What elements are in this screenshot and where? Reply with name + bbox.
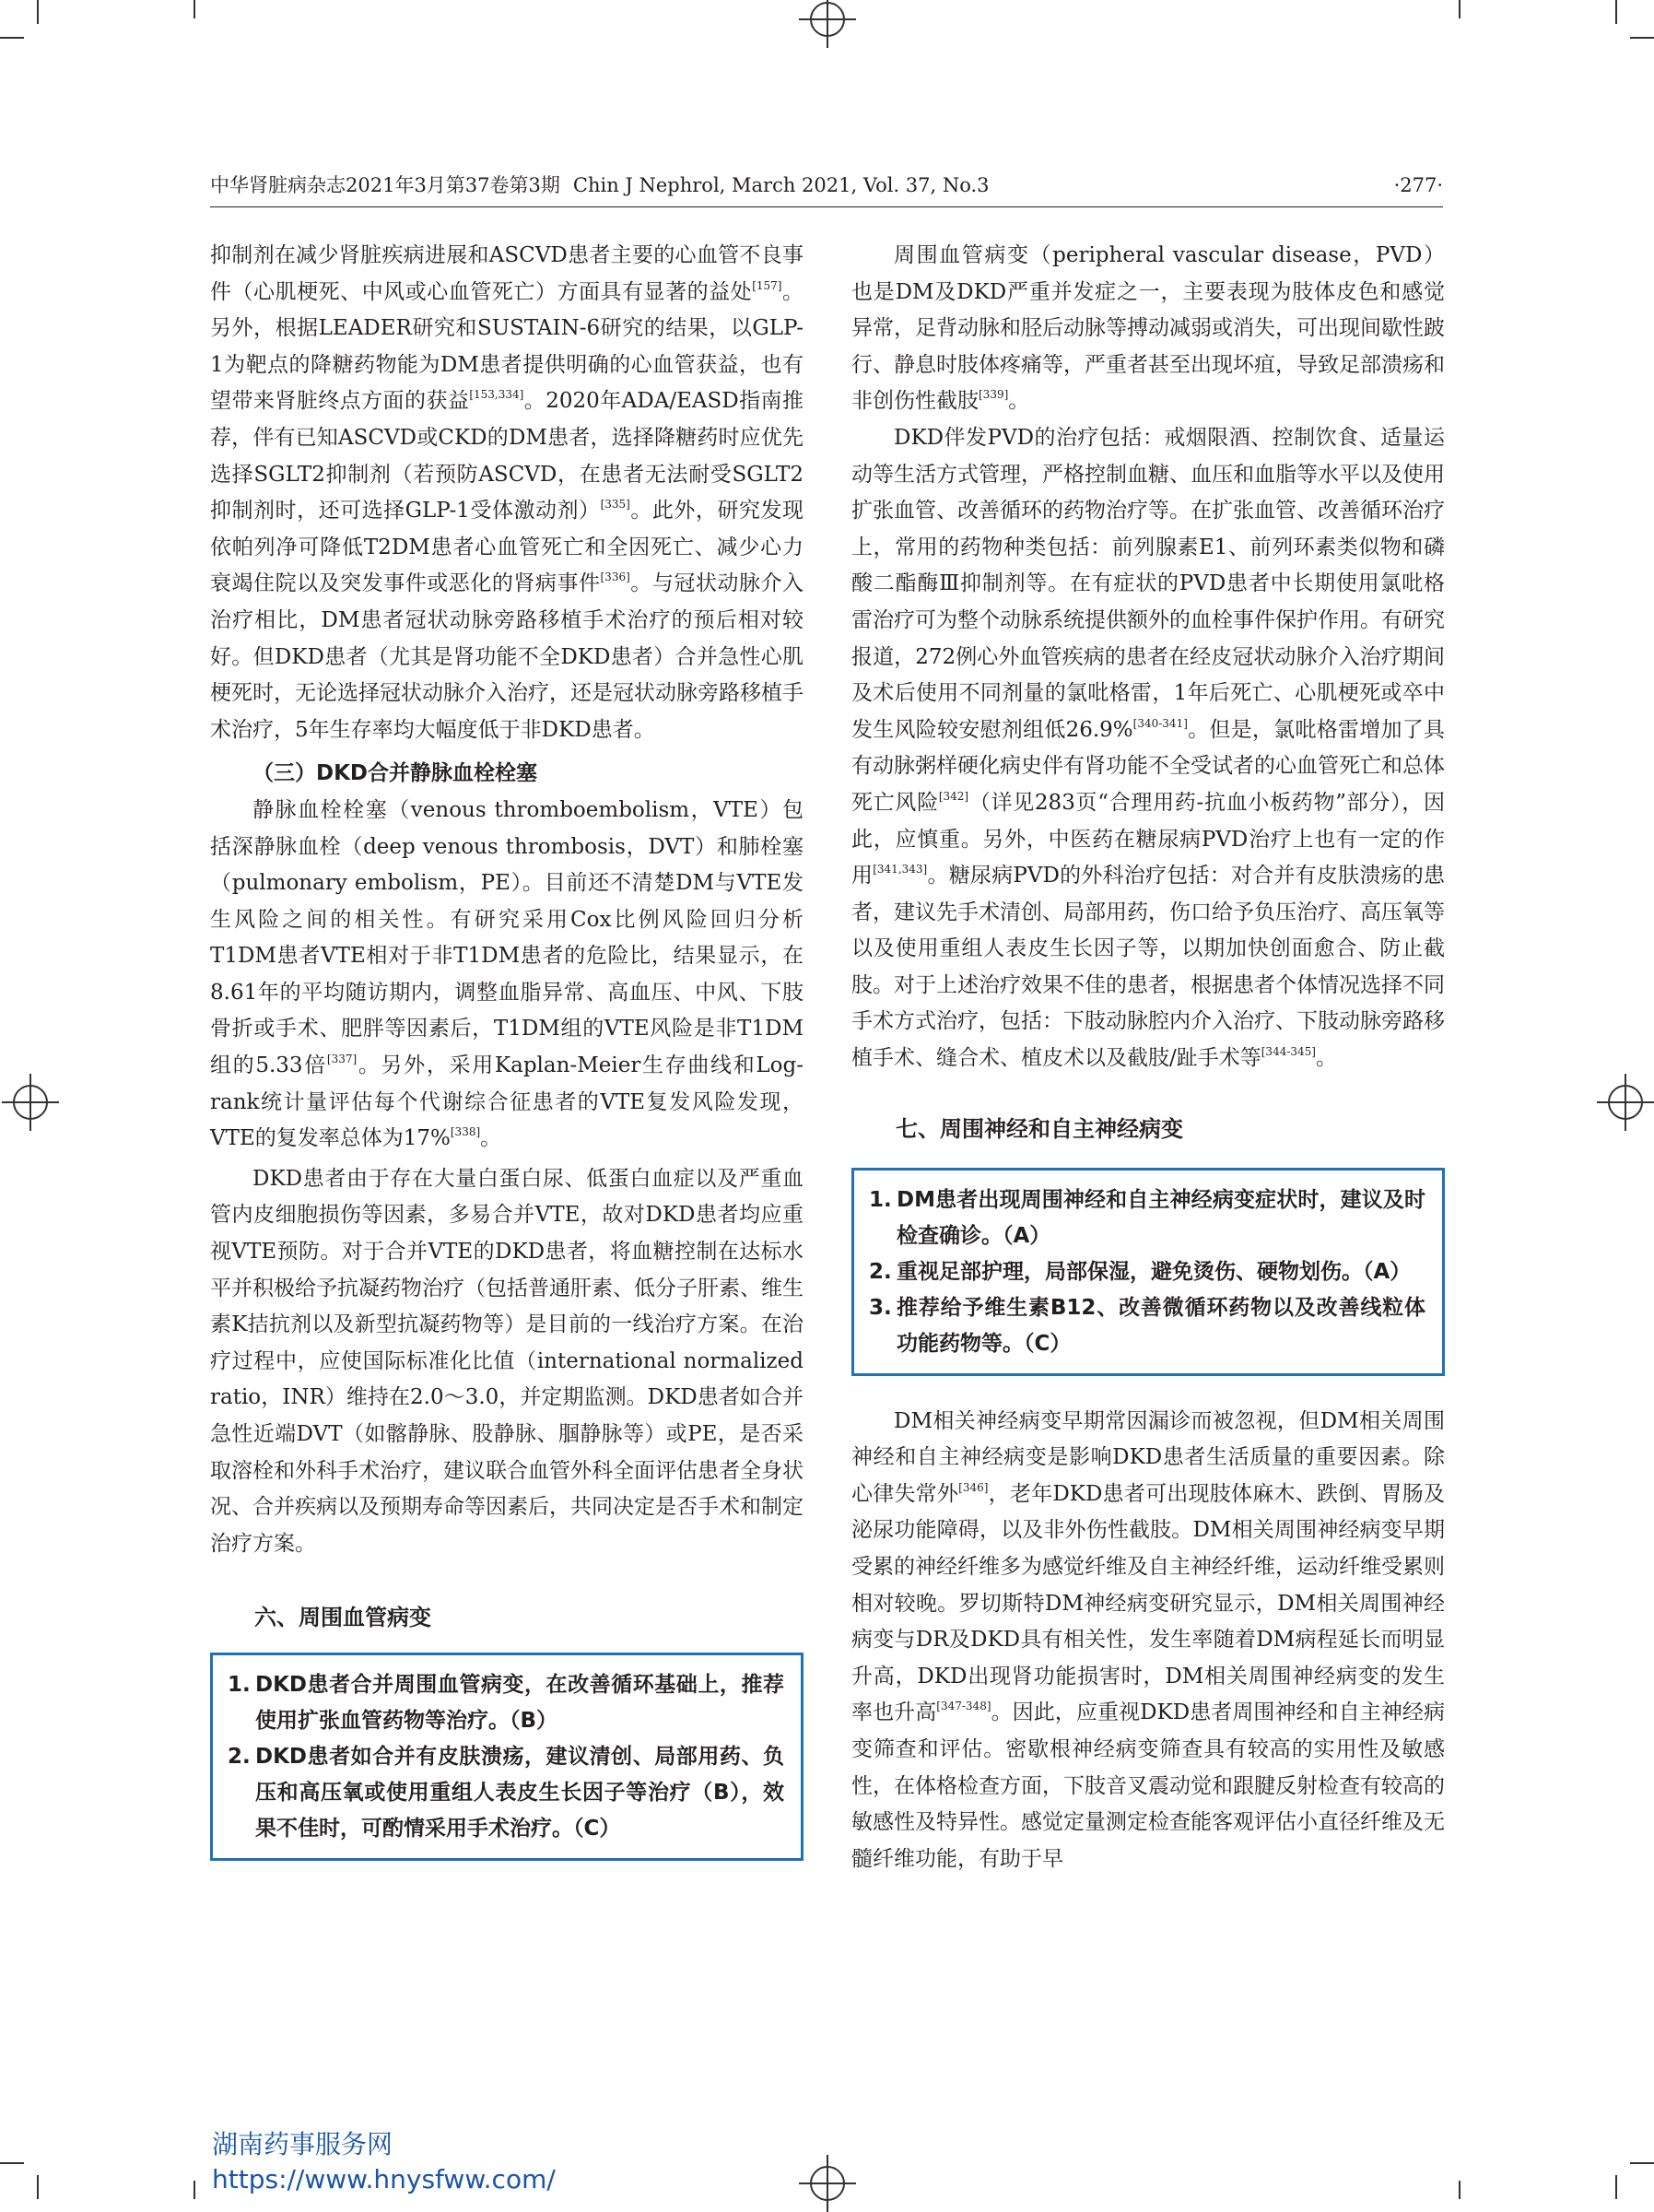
citation-ref: [336]	[600, 571, 630, 584]
crop-mark	[1615, 2175, 1617, 2199]
paragraph: DKD患者由于存在大量白蛋白尿、低蛋白血症以及严重血管内皮细胞损伤等因素，多易合并VTE，故对DKD患者均应重视VTE预防。对于合并VTE的DKD患者，将血糖控制在达标水平并积极给予抗凝药物治疗（包括普通肝素、低分子肝素、维生素K拮抗剂以及新型抗凝药物等）是目前的一线治疗方案。在治疗过程中，应使国际标准化比值（international normalized ratio，INR）维持在2.0～3.0，并定期监测。DKD患者如合并急性近端DVT（如髂静脉、股静脉、腘静脉等）或PE，是否采取溶栓和外科手术治疗，建议联合血管外科全面评估患者全身状况、合并疾病以及预期寿命等因素后，共同决定是否手术和制定治疗方案。	[210, 1166, 804, 1556]
citation-ref: [346]	[958, 1480, 989, 1494]
paragraph: 周围血管病变（peripheral vascular disease，PVD）也是DM及DKD严重并发症之一，主要表现为肢体皮色和感觉异常，足背动脉和胫后动脉等搏动减弱或消失，可出现间歇性跛行、静息时肢体疼痛等，严重者甚至出现坏疽，导致足部溃疡和非创伤性截肢[339]。	[851, 243, 1445, 414]
crop-mark	[0, 2162, 24, 2164]
paragraph: DM相关神经病变早期常因漏诊而被忽视，但DM相关周围神经和自主神经病变是影响DKD患者生活质量的重要因素。除心律失常外[346]，老年DKD患者可出现肢体麻木、跌倒、胃肠及泌尿功能障碍，以及非外伤性截肢。DM相关周围神经病变早期受累的神经纤维多为感觉纤维及自主神经纤维，运动纤维受累则相对较晚。罗切斯特DM神经病变研究显示，DM相关周围神经病变与DR及DKD具有相关性，发生率随着DM病程延长而明显升高，DKD出现肾功能损害时，DM相关周围神经病变的发生率也升高[347-348]。因此，应重视DKD患者周围神经和自主神经病变筛查和评估。密歇根神经病变筛查具有较高的实用性及敏感性，在体格检查方面，下肢音叉震动觉和跟腱反射检查有较高的敏感性及特异性。感觉定量测定检查能客观评估小直径纤维及无髓纤维功能，有助于早	[851, 1408, 1445, 1871]
crop-mark	[37, 2175, 39, 2199]
running-header	[210, 170, 1443, 207]
crop-mark	[194, 2181, 195, 2199]
paragraph: 抑制剂在减少肾脏疾病进展和ASCVD患者主要的心血管不良事件（心肌梗死、中风或心血管死亡）方面具有显著的益处[157]。另外，根据LEADER研究和SUSTAIN-6研究的结果，以GLP-1为靶点的降糖药物能为DM患者提供明确的心血管获益，也有望带来肾脏终点方面的获益[153,334]。2020年ADA/EASD指南推荐，伴有已知ASCVD或CKD的DM患者，选择降糖药时应优先选择SGLT2抑制剂（若预防ASCVD，在患者无法耐受SGLT2抑制剂时，还可选择GLP-1受体激动剂）[335]。此外，研究发现依帕列净可降低T2DM患者心血管死亡和全因死亡、减少心力衰竭住院以及突发事件或恶化的肾病事件[336]。与冠状动脉介入治疗相比，DM患者冠状动脉旁路移植手术治疗的预后相对较好。但DKD患者（尤其是肾功能不全DKD患者）合并急性心肌梗死时，无论选择冠状动脉介入治疗，还是冠状动脉旁路移植手术治疗，5年生存率均大幅度低于非DKD患者。	[210, 243, 804, 742]
citation-ref: [335]	[600, 498, 630, 512]
registration-mark-top	[810, 2, 845, 37]
left-column	[210, 238, 804, 1861]
section-heading-pvd: 六、周围血管病变	[254, 1605, 431, 1631]
recommendation-item: 1. DKD患者合并周围血管病变，在改善循环基础上，推荐使用扩张血管药物等治疗。（B）	[228, 1673, 784, 1734]
crop-mark	[0, 37, 24, 39]
paragraph: DKD伴发PVD的治疗包括：戒烟限酒、控制饮食、适量运动等生活方式管理，严格控制血糖、血压和血脂等水平以及使用扩张血管、改善循环的药物治疗等。在扩张血管、改善循环治疗上，常用的药物种类包括：前列腺素E1、前列环素类似物和磷酸二酯酶Ⅲ抑制剂等。在有症状的PVD患者中长期使用氯吡格雷治疗可为整个动脉系统提供额外的血栓事件保护作用。有研究报道，272例心外血管疾病的患者在经皮冠状动脉介入治疗期间及术后使用不同剂量的氯吡格雷，1年后死亡、心肌梗死或卒中发生风险较安慰剂组低26.9%[340-341]。但是，氯吡格雷增加了具有动脉粥样硬化病史伴有肾功能不全受试者的心血管死亡和总体死亡风险[342]（详见283页“合理用药-抗血小板药物”部分），因此，应慎重。另外，中医药在糖尿病PVD治疗上也有一定的作用[341,343]。糖尿病PVD的外科治疗包括：对合并有皮肤溃疡的患者，建议先手术清创、局部用药，伤口给予负压治疗、高压氧等以及使用重组人表皮生长因子等，以期加快创面愈合、防止截肢。对于上述治疗效果不佳的患者，根据患者个体情况选择不同手术方式治疗，包括：下肢动脉腔内介入治疗、下肢动脉旁路移植手术、缝合术、植皮术以及截肢/趾手术等[344-345]。	[851, 425, 1446, 1071]
recommendation-item: 2. 重视足部护理，局部保湿，避免烫伤、硬物划伤。（A）	[869, 1259, 1412, 1284]
journal-name-cn: 中华肾脏病杂志2021年3月第37卷第3期	[210, 174, 560, 196]
journal-name-en: Chin J Nephrol, March 2021, Vol. 37, No.3	[572, 174, 990, 196]
journal-citation	[210, 170, 990, 201]
citation-ref: [153,334]	[469, 388, 524, 402]
watermark	[212, 2127, 556, 2197]
watermark-site-name: 湖南药事服务网	[212, 2129, 393, 2159]
right-column	[851, 238, 1445, 1877]
citation-ref: [340-341]	[1132, 716, 1188, 730]
citation-ref: [341,343]	[873, 863, 928, 877]
registration-mark-right	[1608, 1085, 1643, 1120]
citation-ref: [339]	[979, 388, 1009, 402]
recommendation-item: 3. 推荐给予维生素B12、改善微循环药物以及改善线粒体功能药物等。（C）	[869, 1295, 1425, 1356]
recommendation-item: 1. DM患者出现周围神经和自主神经病变症状时，建议及时检查确诊。（A）	[869, 1187, 1425, 1248]
recommendation-box-pvd	[210, 1653, 804, 1861]
crop-mark	[194, 0, 195, 18]
citation-ref: [344-345]	[1261, 1045, 1316, 1059]
crop-mark	[1459, 0, 1460, 18]
page-number: ·277·	[1393, 174, 1443, 196]
subsection-heading-vte: （三）DKD合并静脉血栓栓塞	[252, 761, 538, 786]
registration-mark-bottom	[810, 2166, 845, 2201]
recommendation-item: 2. DKD患者如合并有皮肤溃疡，建议清创、局部用药、负压和高压氧或使用重组人表皮生长因子等治疗（B），效果不佳时，可酌情采用手术治疗。（C）	[228, 1745, 784, 1841]
citation-ref: [157]	[752, 278, 782, 292]
citation-ref: [342]	[938, 789, 969, 803]
crop-mark	[37, 0, 39, 24]
crop-mark	[1459, 2181, 1460, 2199]
citation-ref: [338]	[450, 1125, 481, 1139]
watermark-url[interactable]: https://www.hnysfww.com/	[212, 2164, 556, 2194]
citation-ref: [347-348]	[936, 1700, 991, 1713]
crop-mark	[1630, 37, 1654, 39]
recommendation-box-neuropathy	[851, 1168, 1445, 1376]
crop-mark	[1630, 2162, 1654, 2164]
section-heading-neuropathy: 七、周围神经和自主神经病变	[896, 1115, 1183, 1142]
registration-mark-left	[13, 1085, 48, 1120]
crop-mark	[1615, 0, 1617, 24]
citation-ref: [337]	[326, 1053, 358, 1066]
paragraph: 静脉血栓栓塞（venous thromboembolism，VTE）包括深静脉血栓（deep venous thrombosis，DVT）和肺栓塞（pulmonary embolism，PE）。目前还不清楚DM与VTE发生风险之间的相关性。有研究采用Cox比例风险回归分析T1DM患者VTE相对于非T1DM患者的危险比，结果显示，在8.61年的平均随访期内，调整血脂异常、高血压、中风、下肢骨折或手术、肥胖等因素后，T1DM组的VTE风险是非T1DM组的5.33倍[337]。另外，采用Kaplan-Meier生存曲线和Log-rank统计量评估每个代谢综合征患者的VTE复发风险发现，VTE的复发率总体为17%[338]。	[210, 797, 804, 1151]
